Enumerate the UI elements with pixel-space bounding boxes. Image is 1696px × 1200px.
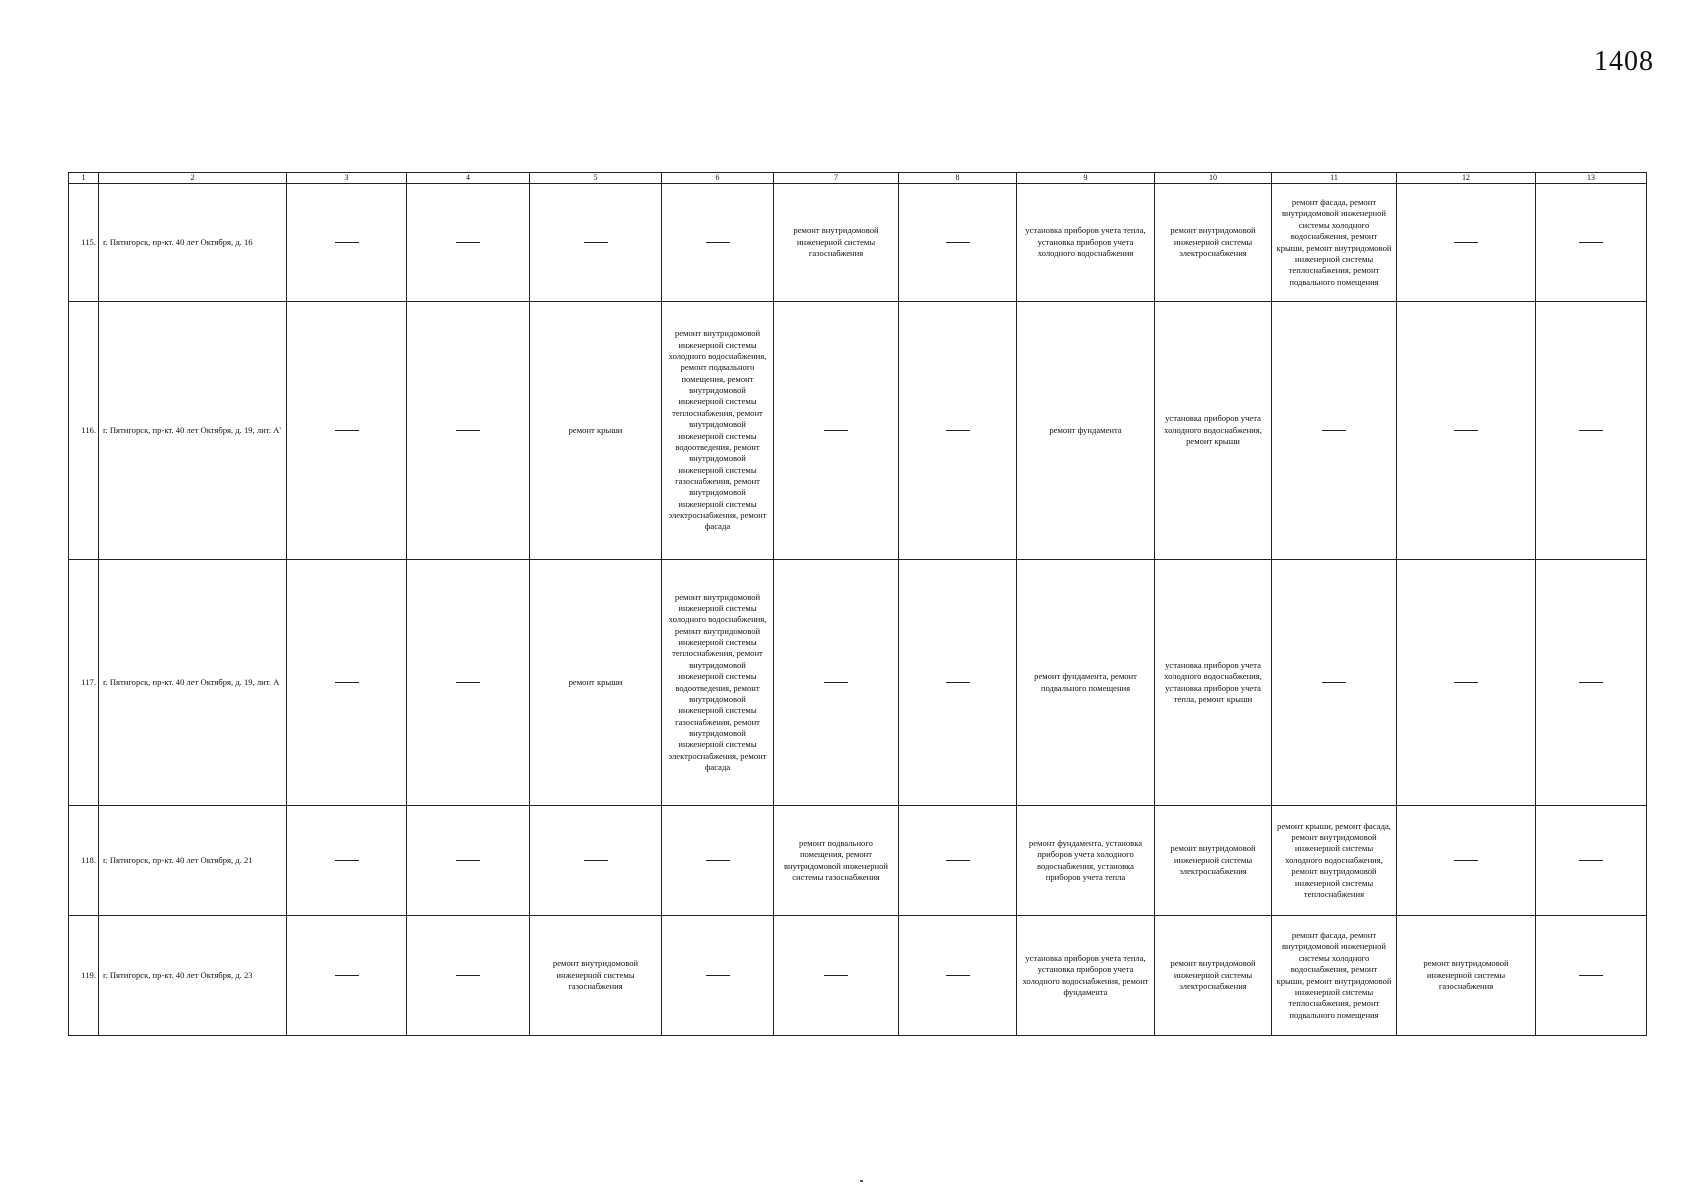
dash-mark bbox=[1454, 682, 1478, 683]
empty-cell bbox=[1272, 302, 1397, 560]
empty-cell bbox=[1272, 560, 1397, 806]
dash-mark bbox=[1579, 430, 1603, 431]
row-number: 118. bbox=[69, 806, 99, 916]
empty-cell bbox=[530, 806, 662, 916]
dash-mark bbox=[584, 242, 608, 243]
address-cell: г. Пятигорск, пр-кт. 40 лет Октября, д. 21 bbox=[99, 806, 287, 916]
dash-mark bbox=[335, 682, 359, 683]
empty-cell bbox=[287, 184, 407, 302]
work-description-cell: ремонт фундамента, установка приборов учета холодного водоснабжения, установка приборов учета тепла bbox=[1017, 806, 1155, 916]
column-header: 9 bbox=[1017, 173, 1155, 184]
dash-mark bbox=[824, 430, 848, 431]
table-row bbox=[69, 560, 1647, 806]
dash-mark bbox=[1579, 975, 1603, 976]
column-number-header-row bbox=[69, 173, 1647, 184]
empty-cell bbox=[1536, 916, 1647, 1036]
dash-mark bbox=[946, 430, 970, 431]
empty-cell bbox=[287, 560, 407, 806]
column-header: 13 bbox=[1536, 173, 1647, 184]
column-header: 6 bbox=[662, 173, 774, 184]
dash-mark bbox=[335, 242, 359, 243]
dash-mark bbox=[456, 860, 480, 861]
dash-mark bbox=[456, 975, 480, 976]
work-description-cell: ремонт внутридомовой инженерной системы газоснабжения bbox=[1397, 916, 1536, 1036]
empty-cell bbox=[287, 302, 407, 560]
column-header: 11 bbox=[1272, 173, 1397, 184]
dash-mark bbox=[456, 682, 480, 683]
dash-mark bbox=[1322, 682, 1346, 683]
empty-cell bbox=[1397, 302, 1536, 560]
dash-mark bbox=[1579, 242, 1603, 243]
row-number: 117. bbox=[69, 560, 99, 806]
table-row bbox=[69, 302, 1647, 560]
empty-cell bbox=[407, 560, 530, 806]
dash-mark bbox=[584, 860, 608, 861]
work-description-cell: ремонт подвального помещения, ремонт внутридомовой инженерной системы газоснабжения bbox=[774, 806, 899, 916]
column-header: 2 bbox=[99, 173, 287, 184]
column-header: 1 bbox=[69, 173, 99, 184]
column-header: 3 bbox=[287, 173, 407, 184]
dash-mark bbox=[1579, 682, 1603, 683]
work-description-cell: ремонт фундамента bbox=[1017, 302, 1155, 560]
row-number: 119. bbox=[69, 916, 99, 1036]
empty-cell bbox=[407, 916, 530, 1036]
table-row bbox=[69, 806, 1647, 916]
work-description-cell: ремонт внутридомовой инженерной системы электроснабжения bbox=[1155, 916, 1272, 1036]
work-description-cell: установка приборов учета холодного водоснабжения, установка приборов учета тепла, ремонт крыши bbox=[1155, 560, 1272, 806]
column-header: 4 bbox=[407, 173, 530, 184]
empty-cell bbox=[530, 184, 662, 302]
empty-cell bbox=[407, 806, 530, 916]
dash-mark bbox=[1322, 430, 1346, 431]
dash-mark bbox=[456, 242, 480, 243]
empty-cell bbox=[1536, 806, 1647, 916]
work-description-cell: ремонт внутридомовой инженерной системы электроснабжения bbox=[1155, 806, 1272, 916]
dash-mark bbox=[335, 975, 359, 976]
column-header: 8 bbox=[899, 173, 1017, 184]
empty-cell bbox=[287, 806, 407, 916]
empty-cell bbox=[899, 560, 1017, 806]
dash-mark bbox=[1454, 430, 1478, 431]
address-cell: г. Пятигорск, пр-кт. 40 лет Октября, д. 19, лит. А' bbox=[99, 302, 287, 560]
empty-cell bbox=[407, 302, 530, 560]
work-description-cell: ремонт фасада, ремонт внутридомовой инженерной системы холодного водоснабжения, ремонт крыши, ремонт внутридомовой инженерной системы теплоснабжения, ремонт подвального помещения bbox=[1272, 184, 1397, 302]
empty-cell bbox=[774, 916, 899, 1036]
empty-cell bbox=[774, 560, 899, 806]
empty-cell bbox=[1397, 560, 1536, 806]
row-number: 116. bbox=[69, 302, 99, 560]
empty-cell bbox=[899, 916, 1017, 1036]
empty-cell bbox=[1536, 184, 1647, 302]
empty-cell bbox=[899, 302, 1017, 560]
dash-mark bbox=[1579, 860, 1603, 861]
column-header: 7 bbox=[774, 173, 899, 184]
work-description-cell: установка приборов учета тепла, установка приборов учета холодного водоснабжения, ремонт фундамента bbox=[1017, 916, 1155, 1036]
work-description-cell: ремонт внутридомовой инженерной системы электроснабжения bbox=[1155, 184, 1272, 302]
dash-mark bbox=[946, 242, 970, 243]
empty-cell bbox=[1536, 560, 1647, 806]
work-description-cell: ремонт крыши bbox=[530, 302, 662, 560]
dash-mark bbox=[706, 242, 730, 243]
dash-mark bbox=[706, 975, 730, 976]
empty-cell bbox=[899, 806, 1017, 916]
empty-cell bbox=[1397, 184, 1536, 302]
row-number: 115. bbox=[69, 184, 99, 302]
empty-cell bbox=[407, 184, 530, 302]
table-row bbox=[69, 184, 1647, 302]
dash-mark bbox=[824, 975, 848, 976]
work-description-cell: ремонт фасада, ремонт внутридомовой инженерной системы холодного водоснабжения, ремонт крыши, ремонт внутридомовой инженерной системы теплоснабжения, ремонт подвального помещения bbox=[1272, 916, 1397, 1036]
column-header: 12 bbox=[1397, 173, 1536, 184]
page-number: 1408 bbox=[1594, 46, 1654, 77]
empty-cell bbox=[662, 806, 774, 916]
dash-mark bbox=[335, 860, 359, 861]
address-cell: г. Пятигорск, пр-кт. 40 лет Октября, д. 23 bbox=[99, 916, 287, 1036]
dash-mark bbox=[946, 860, 970, 861]
column-header: 5 bbox=[530, 173, 662, 184]
empty-cell bbox=[774, 302, 899, 560]
work-description-cell: ремонт крыши, ремонт фасада, ремонт внутридомовой инженерной системы холодного водоснабжения, ремонт внутридомовой инженерной системы теплоснабжения bbox=[1272, 806, 1397, 916]
scan-speck bbox=[860, 1180, 863, 1182]
work-description-cell: ремонт фундамента, ремонт подвального помещения bbox=[1017, 560, 1155, 806]
dash-mark bbox=[946, 975, 970, 976]
dash-mark bbox=[824, 682, 848, 683]
work-description-cell: ремонт крыши bbox=[530, 560, 662, 806]
column-header: 10 bbox=[1155, 173, 1272, 184]
dash-mark bbox=[1454, 860, 1478, 861]
empty-cell bbox=[287, 916, 407, 1036]
work-description-cell: установка приборов учета тепла, установка приборов учета холодного водоснабжения bbox=[1017, 184, 1155, 302]
empty-cell bbox=[662, 184, 774, 302]
dash-mark bbox=[946, 682, 970, 683]
empty-cell bbox=[1536, 302, 1647, 560]
address-cell: г. Пятигорск, пр-кт. 40 лет Октября, д. 19, лит. А bbox=[99, 560, 287, 806]
dash-mark bbox=[335, 430, 359, 431]
table-row bbox=[69, 916, 1647, 1036]
dash-mark bbox=[706, 860, 730, 861]
work-description-cell: установка приборов учета холодного водоснабжения, ремонт крыши bbox=[1155, 302, 1272, 560]
work-description-cell: ремонт внутридомовой инженерной системы холодного водоснабжения, ремонт подвального помещения, ремонт внутридомовой инженерной системы теплоснабжения, ремонт внутридомовой инженерной системы водоотведения, ремонт внутридомовой инженерной системы газоснабжения, ремонт внутридомовой инженерной системы электроснабжения, ремонт фасада bbox=[662, 302, 774, 560]
work-description-cell: ремонт внутридомовой инженерной системы холодного водоснабжения, ремонт внутридомовой инженерной системы теплоснабжения, ремонт внутридомовой инженерной системы водоотведения, ремонт внутридомовой инженерной системы газоснабжения, ремонт внутридомовой инженерной системы электроснабжения, ремонт фасада bbox=[662, 560, 774, 806]
repair-schedule-table bbox=[68, 172, 1647, 1036]
empty-cell bbox=[899, 184, 1017, 302]
dash-mark bbox=[1454, 242, 1478, 243]
address-cell: г. Пятигорск, пр-кт. 40 лет Октября, д. 16 bbox=[99, 184, 287, 302]
empty-cell bbox=[1397, 806, 1536, 916]
work-description-cell: ремонт внутридомовой инженерной системы газоснабжения bbox=[530, 916, 662, 1036]
work-description-cell: ремонт внутридомовой инженерной системы газоснабжения bbox=[774, 184, 899, 302]
empty-cell bbox=[662, 916, 774, 1036]
dash-mark bbox=[456, 430, 480, 431]
